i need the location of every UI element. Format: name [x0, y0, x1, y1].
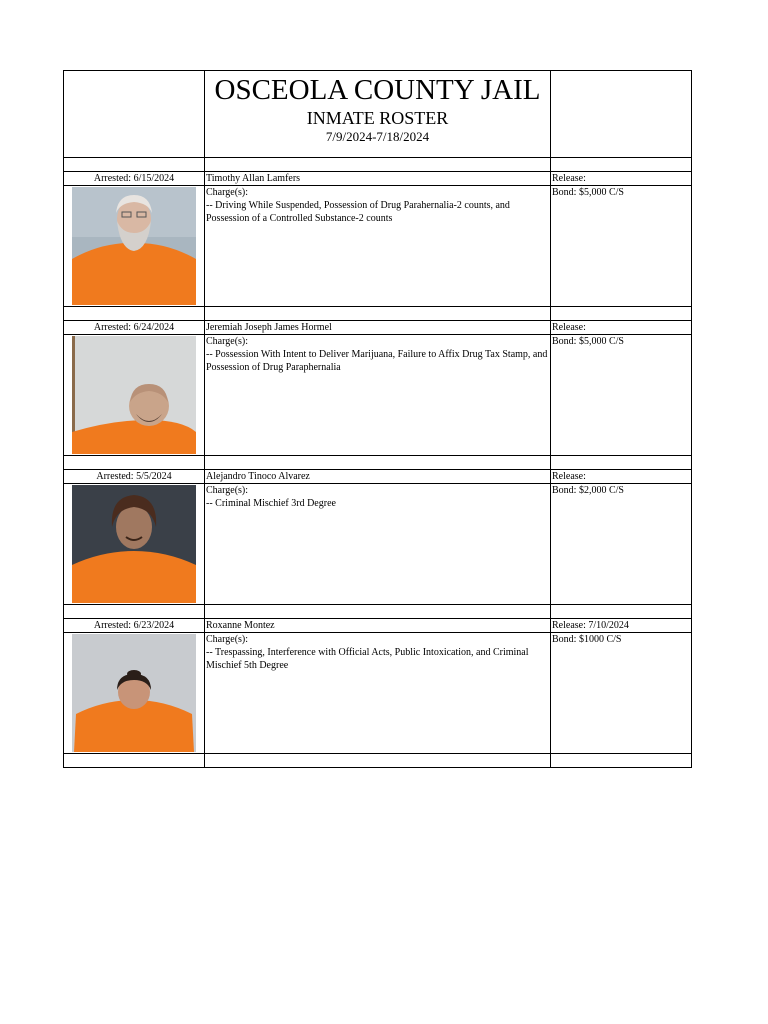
release-date: Release: 7/10/2024: [551, 619, 692, 633]
bond-amount: Bond: $5,000 C/S: [551, 186, 692, 307]
arrest-date: Arrested: 5/5/2024: [64, 470, 205, 484]
date-range: 7/9/2024-7/18/2024: [325, 129, 430, 144]
inmate-name: Timothy Allan Lamfers: [205, 172, 551, 186]
inmate-row: [64, 619, 692, 633]
roster-header-row: [64, 71, 692, 158]
inmate-photo: [72, 336, 196, 454]
release-date: Release:: [551, 172, 692, 186]
charges-text: -- Trespassing, Interference with Official Acts, Public Intoxication, and Criminal Mischief 5th Degree: [206, 647, 529, 671]
bond-amount: Bond: $5,000 C/S: [551, 335, 692, 456]
inmate-roster-table: [63, 70, 692, 768]
release-date: Release:: [551, 321, 692, 335]
inmate-name: Jeremiah Joseph James Hormel: [205, 321, 551, 335]
inmate-photo: [72, 634, 196, 752]
inmate-details: [64, 186, 692, 307]
charges-text: -- Criminal Mischief 3rd Degree: [206, 498, 336, 509]
inmate-name: Roxanne Montez: [205, 619, 551, 633]
inmate-photo: [72, 187, 196, 305]
page-subtitle: INMATE ROSTER: [306, 108, 449, 128]
arrest-date: Arrested: 6/15/2024: [64, 172, 205, 186]
charges-text: -- Driving While Suspended, Possession of Drug Parahernalia-2 counts, and Possession of a Controlled Substance-2 counts: [206, 200, 510, 224]
charges-label: Charge(s):: [206, 634, 249, 645]
inmate-row: [64, 470, 692, 484]
inmate-details: [64, 484, 692, 605]
inmate-details: [64, 633, 692, 754]
page-title: OSCEOLA COUNTY JAIL: [214, 74, 541, 106]
arrest-date: Arrested: 6/24/2024: [64, 321, 205, 335]
release-date: Release:: [551, 470, 692, 484]
charges-label: Charge(s):: [206, 336, 249, 347]
bond-amount: Bond: $2,000 C/S: [551, 484, 692, 605]
charges-text: -- Possession With Intent to Deliver Marijuana, Failure to Affix Drug Tax Stamp, and Possession of Drug Paraphernalia: [206, 349, 548, 373]
inmate-details: [64, 335, 692, 456]
inmate-row: [64, 321, 692, 335]
charges-label: Charge(s):: [206, 485, 249, 496]
inmate-name: Alejandro Tinoco Alvarez: [205, 470, 551, 484]
bond-amount: Bond: $1000 C/S: [551, 633, 692, 754]
arrest-date: Arrested: 6/23/2024: [64, 619, 205, 633]
inmate-photo: [72, 485, 196, 603]
inmate-row: [64, 172, 692, 186]
roster-header: [205, 71, 551, 158]
charges-label: Charge(s):: [206, 187, 249, 198]
